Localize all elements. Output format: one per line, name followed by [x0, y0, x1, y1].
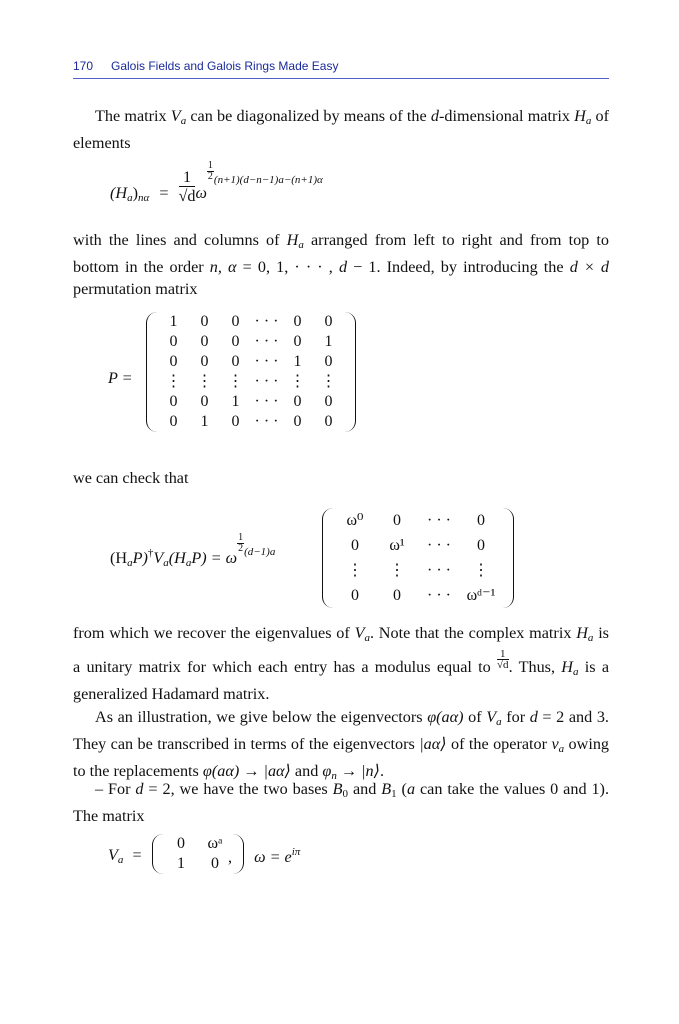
math-v: v	[551, 735, 559, 753]
matrix-cell: · · ·	[427, 561, 451, 579]
matrix-cell: · · ·	[254, 333, 279, 350]
matrix-diagonal	[334, 508, 502, 608]
matrix-Va	[164, 834, 232, 874]
math-a: a	[406, 780, 416, 798]
text: is a generalized Hadamard matrix.	[73, 658, 609, 703]
text: for	[501, 708, 530, 726]
matrix-cell: 0	[231, 333, 240, 350]
matrix-cell: ⋮	[289, 373, 306, 390]
paragraph-6	[73, 778, 609, 827]
omega-def: ω = e	[254, 848, 292, 866]
text: – For	[95, 780, 136, 798]
math-H: H	[561, 658, 573, 676]
matrix-row	[334, 508, 502, 533]
matrix-P-label	[108, 369, 133, 388]
math-dxd: d × d	[569, 258, 609, 276]
matrix-cell: 0	[169, 333, 178, 350]
math-H: H	[576, 624, 588, 642]
math-sub: 0	[342, 788, 349, 800]
text: .	[379, 762, 384, 780]
equation-H-elements	[110, 160, 323, 205]
matrix-cell: 0	[477, 511, 485, 529]
matrix-cell: ⋮	[227, 373, 244, 390]
matrix-cell: 0	[200, 333, 209, 350]
math-V: V	[170, 107, 181, 125]
equation-diagonal	[110, 532, 276, 569]
matrix-cell: 0	[211, 855, 219, 872]
matrix-cell: 0	[477, 536, 485, 554]
math-sub: a	[298, 239, 304, 251]
paragraph-1	[73, 105, 609, 154]
matrix-cell: 0	[351, 536, 359, 554]
matrix-cell: 1	[324, 333, 333, 350]
text: from which we recover the eigenvalues of	[73, 624, 355, 642]
left-paren	[146, 312, 157, 432]
matrix-cell: 0	[324, 393, 333, 410]
matrix-row	[158, 352, 344, 372]
math-B: B	[332, 780, 343, 798]
math-d: d	[430, 107, 439, 125]
exp-num: 1	[238, 532, 244, 543]
text: = 2, we have the two bases	[143, 780, 333, 798]
matrix-cell: 0	[231, 353, 240, 370]
matrix-row	[164, 854, 232, 874]
math-sub: a	[180, 115, 187, 127]
matrix-cell: 1	[293, 353, 302, 370]
matrix-cell: 1	[200, 413, 209, 430]
eq-paren: )	[132, 184, 138, 203]
text: = 0, 1, · · · ,	[236, 258, 339, 276]
matrix-cell: 0	[169, 393, 178, 410]
eq: V	[153, 549, 164, 567]
text: As an illustration, we give below the eigenvectors	[95, 708, 428, 726]
math-H: H	[286, 231, 299, 249]
matrix-cell: ωᵈ⁻¹	[466, 586, 496, 604]
matrix-cell: 0	[293, 413, 302, 430]
matrix-row	[158, 412, 344, 432]
math-phi: φ(aα)	[427, 708, 464, 726]
matrix-cell: ⋮	[165, 373, 182, 390]
matrix-Va-table	[164, 834, 232, 874]
math-ket: |aα⟩	[419, 735, 447, 753]
math-B: B	[381, 780, 392, 798]
matrix-cell: · · ·	[254, 373, 279, 390]
matrix-row	[158, 372, 344, 392]
matrix-cell: · · ·	[254, 413, 279, 430]
matrix-cell: ⋮	[320, 373, 337, 390]
exp-num: 1	[207, 160, 213, 172]
math-d: d	[338, 258, 348, 276]
exponent: (n+1)(d−n−1)a−(n+1)α	[213, 174, 323, 187]
math-sub: n	[331, 770, 337, 782]
math-sub: 1	[391, 788, 397, 800]
denominator: √d	[178, 187, 196, 205]
text: can take the values 0 and 1). The matrix	[73, 780, 609, 825]
eq: P)	[132, 549, 148, 567]
eq-sub: nα	[137, 192, 150, 205]
matrix-cell: 0	[351, 586, 359, 604]
lhs: P =	[108, 369, 133, 387]
text: . Note that the complex matrix	[369, 624, 577, 642]
matrix-row	[158, 392, 344, 412]
matrix-row	[334, 583, 502, 608]
matrix-cell: 0	[324, 313, 333, 330]
math-sub: a	[496, 716, 502, 728]
text: and	[290, 762, 323, 780]
matrix-P-table	[158, 312, 344, 432]
text: of the operator	[446, 735, 552, 753]
matrix-cell: ⋮	[347, 561, 363, 579]
matrix-cell: 0	[293, 313, 302, 330]
eq-sub: a	[127, 192, 133, 205]
matrix-cell: ω⁰	[346, 511, 364, 529]
paragraph-3	[73, 467, 609, 489]
matrix-cell: 0	[393, 511, 401, 529]
text: = 2 and 3. They can be transcribed in terms of the eigenvectors	[73, 708, 609, 753]
matrix-cell: 0	[200, 393, 209, 410]
sub: a	[163, 557, 169, 569]
matrix-cell: ωᵃ	[207, 835, 223, 852]
math-d: d	[135, 780, 144, 798]
matrix-cell: 0	[200, 353, 209, 370]
matrix-row	[334, 558, 502, 583]
matrix-cell: · · ·	[254, 313, 279, 330]
exp-fraction	[207, 161, 214, 182]
paragraph-4	[73, 622, 609, 705]
paragraph-5	[73, 706, 609, 787]
page-number: 170	[73, 59, 94, 73]
matrix-diagonal-table	[334, 508, 502, 608]
eq-lhs: (H	[110, 184, 128, 203]
matrix-cell: ω¹	[389, 536, 405, 554]
exp-den: 2	[207, 171, 213, 183]
text: can be diagonalized by means of the	[186, 107, 431, 125]
sub: a	[117, 854, 124, 866]
math-replacement: φ(aα) → |aα⟩	[202, 762, 291, 780]
math-sub: a	[585, 115, 592, 127]
running-title: Galois Fields and Galois Rings Made Easy	[111, 59, 339, 73]
exponent: iπ	[291, 846, 301, 858]
text: we can check that	[73, 469, 189, 487]
exponent: (d−1)a	[244, 546, 276, 558]
matrix-cell: 1	[177, 855, 185, 872]
text: of elements	[73, 107, 610, 152]
comma: ,	[228, 848, 233, 866]
text: is a unitary matrix for which each entry has a modulus equal to	[73, 624, 609, 676]
text: (	[396, 780, 407, 798]
math-phi: φ	[322, 762, 332, 780]
sub: a	[185, 557, 192, 569]
math-sub: a	[558, 743, 565, 755]
eq: (H	[168, 549, 186, 567]
math-d: d	[529, 708, 538, 726]
text: and	[348, 780, 382, 798]
exp-den: 2	[238, 543, 244, 554]
matrix-row	[164, 834, 232, 854]
matrix-row	[158, 312, 344, 332]
fraction	[179, 168, 196, 205]
text: of	[463, 708, 487, 726]
num: 1	[497, 649, 509, 660]
matrix-cell: · · ·	[427, 586, 451, 604]
matrix-cell: · · ·	[254, 393, 279, 410]
text: with the lines and columns of	[73, 231, 287, 249]
math-sub: a	[572, 666, 579, 678]
right-paren	[503, 508, 514, 608]
math-sub: a	[364, 632, 370, 644]
matrix-row	[334, 533, 502, 558]
equation-omega-def	[228, 846, 300, 867]
math-vars: n, α	[209, 258, 237, 276]
eq: (H	[110, 549, 128, 567]
running-header	[73, 56, 609, 79]
lhs: V	[108, 846, 118, 864]
omega: ω	[195, 184, 207, 203]
matrix-cell: ⋮	[389, 561, 405, 579]
dagger: †	[147, 547, 154, 559]
matrix-cell: 0	[169, 353, 178, 370]
inline-fraction	[497, 649, 509, 670]
matrix-cell: 0	[293, 393, 302, 410]
matrix-cell: · · ·	[254, 353, 279, 370]
math-V: V	[354, 624, 365, 642]
right-paren	[345, 312, 356, 432]
matrix-cell: 0	[231, 413, 240, 430]
matrix-cell: ⋮	[196, 373, 213, 390]
matrix-cell: ⋮	[473, 561, 489, 579]
math-H: H	[574, 107, 586, 125]
matrix-cell: · · ·	[427, 536, 451, 554]
matrix-cell: 0	[231, 313, 240, 330]
text: owing to the replacements	[73, 735, 610, 780]
numerator: 1	[179, 168, 196, 187]
math-replacement: → |n⟩	[336, 762, 380, 780]
math-sub: a	[587, 632, 594, 644]
matrix-cell: 0	[393, 586, 401, 604]
matrix-cell: 0	[177, 835, 185, 852]
paragraph-2	[73, 229, 609, 300]
text: permutation matrix	[73, 280, 198, 298]
text: . Thus,	[508, 658, 562, 676]
matrix-cell: 0	[324, 353, 333, 370]
left-paren	[152, 834, 163, 874]
text: The matrix	[95, 107, 171, 125]
matrix-P	[158, 312, 344, 432]
left-paren	[322, 508, 333, 608]
den: √d	[497, 659, 509, 671]
eq: P) = ω	[191, 549, 238, 567]
equals: =	[132, 846, 142, 864]
equation-Va-lhs	[108, 846, 142, 866]
matrix-row	[158, 332, 344, 352]
matrix-cell: 1	[231, 393, 240, 410]
text: arranged from left to right and from top to bottom in the order	[73, 231, 610, 276]
math-V: V	[486, 708, 497, 726]
eq-equals: =	[159, 184, 169, 203]
matrix-cell: · · ·	[427, 511, 451, 529]
sub: a	[127, 557, 133, 569]
matrix-cell: 0	[324, 413, 333, 430]
matrix-cell: 1	[169, 313, 178, 330]
matrix-cell: 0	[169, 413, 178, 430]
text: -dimensional matrix	[439, 107, 575, 125]
matrix-cell: 0	[200, 313, 209, 330]
text: − 1. Indeed, by introducing the	[347, 258, 570, 276]
matrix-cell: 0	[293, 333, 302, 350]
